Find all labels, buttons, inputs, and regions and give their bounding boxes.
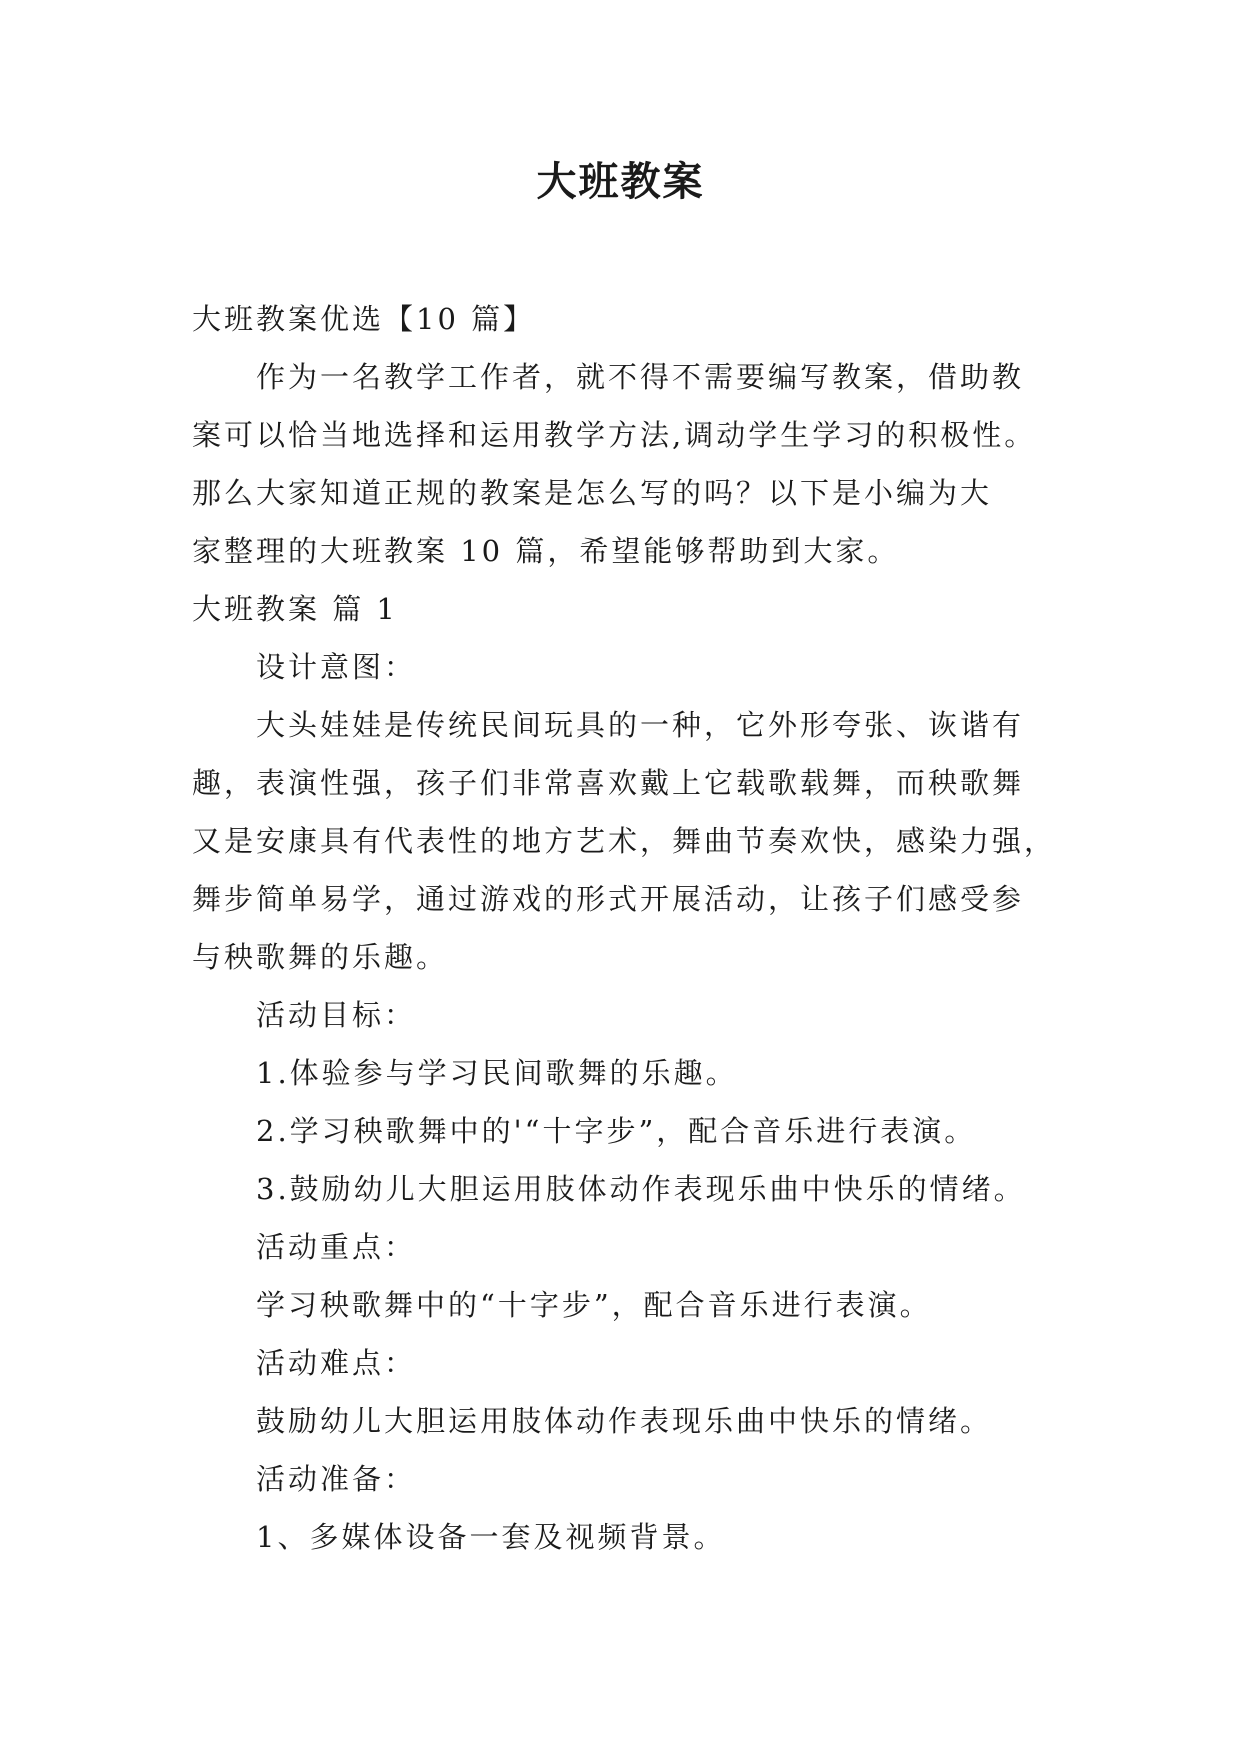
list-item: 1、多媒体设备一套及视频背景。 — [256, 1520, 726, 1554]
subtitle-line: 大班教案优选【10 篇】 — [192, 302, 536, 336]
paragraph-line: 趣，表演性强，孩子们非常喜欢戴上它载歌载舞，而秧歌舞 — [192, 766, 1025, 800]
paragraph-line: 活动难点： — [256, 1346, 417, 1380]
paragraph-line: 舞步简单易学，通过游戏的形式开展活动，让孩子们感受参 — [192, 882, 1025, 916]
document-body — [192, 290, 1072, 1566]
paragraph-line: 家整理的大班教案 10 篇，希望能够帮助到大家。 — [192, 534, 900, 568]
paragraph-line: 活动重点： — [256, 1230, 417, 1264]
list-item: 2.学习秧歌舞中的'“十字步”，配合音乐进行表演。 — [256, 1114, 977, 1148]
document-title: 大班教案 — [536, 159, 705, 205]
paragraph-line: 学习秧歌舞中的“十字步”，配合音乐进行表演。 — [256, 1288, 932, 1322]
paragraph-line: 作为一名教学工作者，就不得不需要编写教案，借助教 — [256, 360, 1025, 394]
paragraph-line: 大头娃娃是传统民间玩具的一种，它外形夸张、诙谐有 — [256, 708, 1025, 742]
paragraph-line: 那么大家知道正规的教案是怎么写的吗？以下是小编为大 — [192, 476, 993, 510]
paragraph-line: 设计意图： — [256, 650, 417, 684]
paragraph-line: 又是安康具有代表性的地方艺术，舞曲节奏欢快，感染力强， — [192, 824, 1057, 858]
paragraph-line: 鼓励幼儿大胆运用肢体动作表现乐曲中快乐的情绪。 — [256, 1404, 993, 1438]
section-heading: 大班教案 篇 1 — [192, 592, 398, 626]
list-item: 1.体验参与学习民间歌舞的乐趣。 — [256, 1056, 738, 1090]
list-item: 3.鼓励幼儿大胆运用肢体动作表现乐曲中快乐的情绪。 — [256, 1172, 1026, 1206]
paragraph-line: 与秧歌舞的乐趣。 — [192, 940, 449, 974]
paragraph-line: 活动目标： — [256, 998, 417, 1032]
paragraph-line: 案可以恰当地选择和运用教学方法,调动学生学习的积极性。 — [192, 418, 1037, 452]
paragraph-line: 活动准备： — [256, 1462, 417, 1496]
